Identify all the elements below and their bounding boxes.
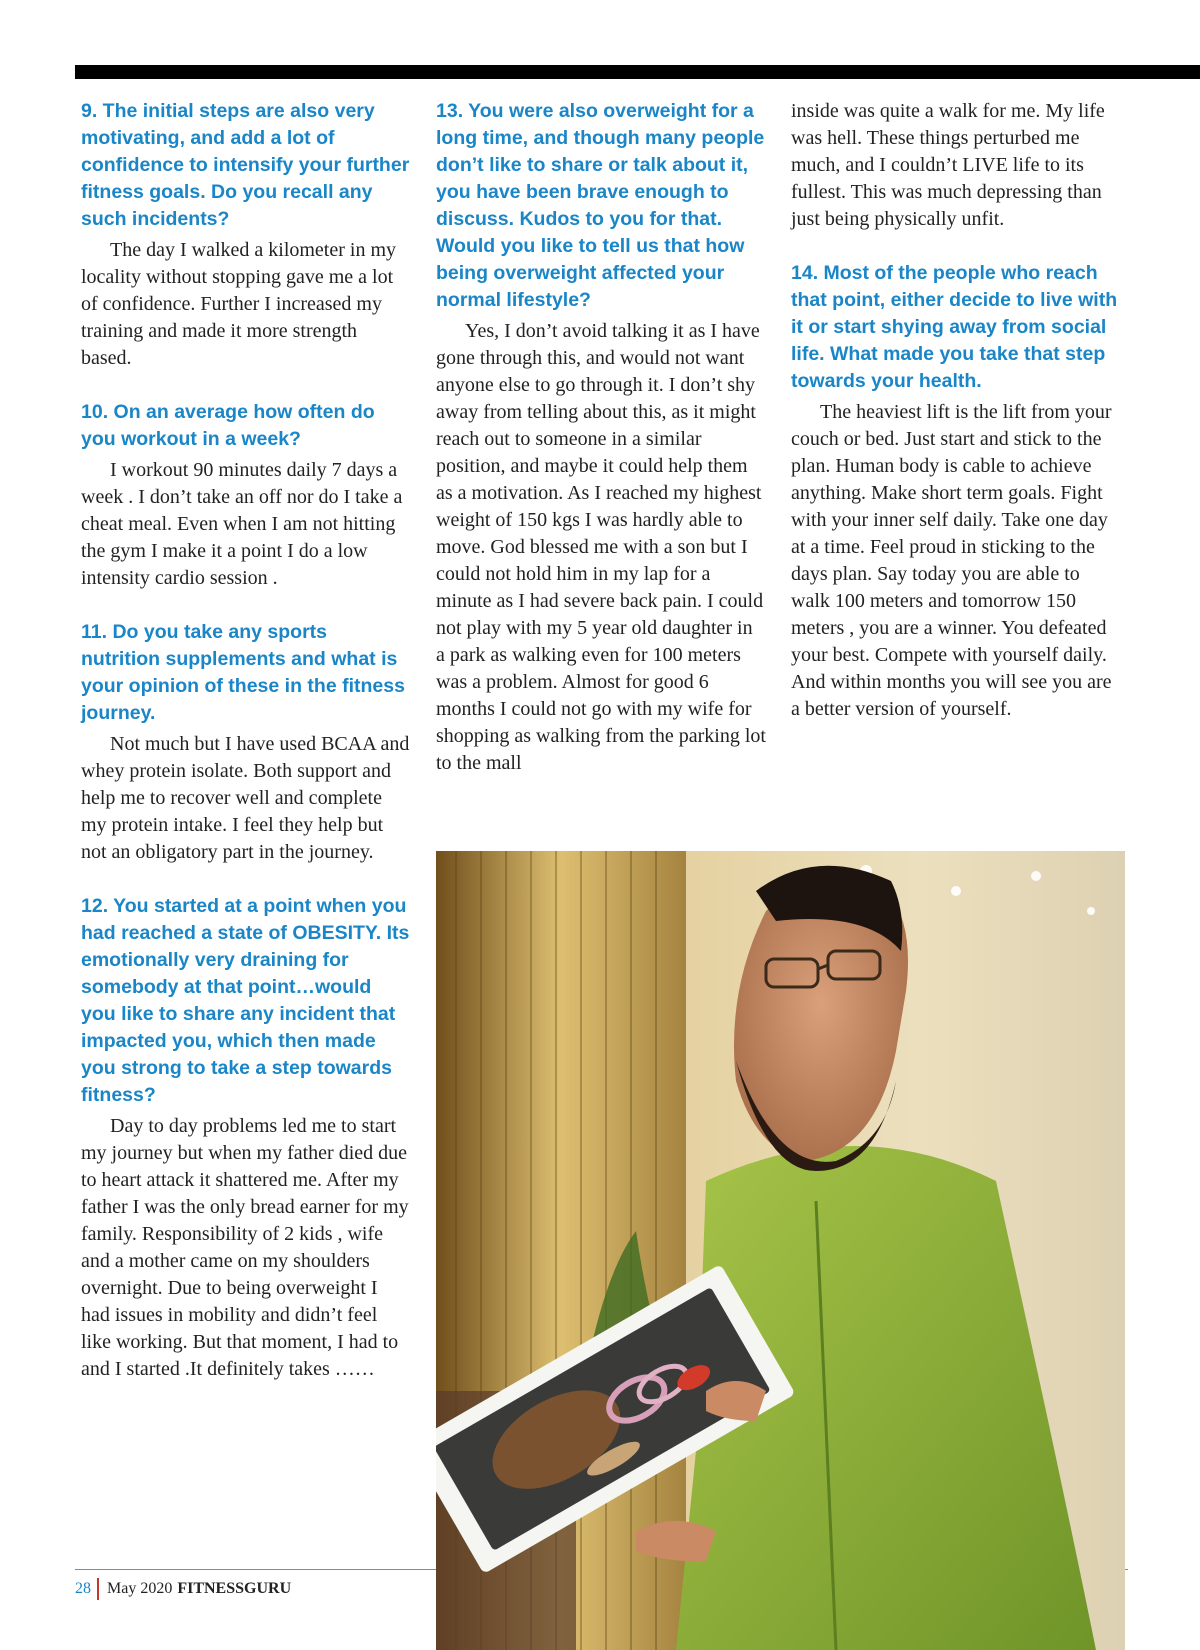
column-2: [436, 98, 766, 777]
question-10: 10. On an average how often do you workout in a week?: [81, 401, 375, 450]
magazine-name: FITNESSGURU: [177, 1580, 292, 1597]
question-12: 12. You started at a point when you had reached a state of OBESITY. Its emotionally very draining for somebody at that point…would you like to share any incident that impacted you, which then made you strong to take a step towards fitness?: [81, 895, 410, 1106]
page-footer: [75, 1576, 291, 1602]
answer-14: The heaviest lift is the lift from your couch or bed. Just start and stick to the plan. Human body is cable to achieve anything. Make short term goals. Fight with your inner self daily. Take one day at a time. Feel proud in sticking to the days plan. Say today you are able to walk 100 meters and tomorrow 150 meters , you are a winner. You defeated your best. Compete with yourself daily. And within months you will see you are a better version of yourself.: [791, 401, 1112, 720]
question-11: 11. Do you take any sports nutrition supplements and what is your opinion of these in the fitness journey.: [81, 621, 405, 724]
column-1: [81, 98, 411, 1383]
question-9: 9. The initial steps are also very motivating, and add a lot of confidence to intensify your further fitness goals. Do you recall any such incidents?: [81, 100, 410, 230]
answer-10: I workout 90 minutes daily 7 days a week . I don’t take an off nor do I take a cheat meal. Even when I am not hitting the gym I make it a point I do a low intensity cardio session .: [81, 459, 403, 589]
page-number: 28: [75, 1580, 91, 1597]
footer-divider: [97, 1578, 99, 1600]
answer-13: Yes, I don’t avoid talking it as I have gone through this, and would not want anyone else to go through it. I don’t shy away from telling about this, as it might reach out to someone in a similar position, and maybe it could help them as a motivation. As I reached my highest weight of 150 kgs I was hardly able to move. God blessed me with a son but I could not hold him in my lap for a minute as I had severe back pain. I could not play with my 5 year old daughter in a park as walking even for 100 meters was a problem. Almost for good 6 months I could not go with my wife for shopping as walking from the parking lot to the mall: [436, 320, 766, 774]
issue-date: May 2020: [107, 1580, 173, 1597]
footer-rule-right: [1125, 1569, 1128, 1570]
answer-13-continued: inside was quite a walk for me. My life was hell. These things perturbed me much, and I couldn’t LIVE life to its fullest. This was much depressing than just being physically unfit.: [791, 100, 1105, 230]
interview-photo: [436, 851, 1125, 1650]
question-13: 13. You were also overweight for a long time, and though many people don’t like to share or talk about it, you have been brave enough to discuss. Kudos to you for that. Would you like to tell us that how being overweight affected your normal lifestyle?: [436, 100, 765, 311]
answer-12: Day to day problems led me to start my journey but when my father died due to heart attack it shattered me. After my father I was the only bread earner for my family. Responsibility of 2 kids , wife and a mother came on my shoulders overnight. Due to being overweight I had issues in mobility and didn’t feel like working. But that moment, I had to and I started .It definitely takes ……: [81, 1115, 409, 1380]
footer-rule: [75, 1569, 436, 1570]
answer-11: Not much but I have used BCAA and whey protein isolate. Both support and help me to recover well and complete my protein intake. I feel they help but not an obligatory part in the journey.: [81, 733, 410, 863]
answer-9: The day I walked a kilometer in my locality without stopping gave me a lot of confidence. Further I increased my training and made it more strength based.: [81, 239, 397, 369]
column-3: [791, 98, 1121, 723]
question-14: 14. Most of the people who reach that point, either decide to live with it or start shying away from social life. What made you take that step towards your health.: [791, 262, 1118, 392]
header-rule: [75, 65, 1200, 79]
